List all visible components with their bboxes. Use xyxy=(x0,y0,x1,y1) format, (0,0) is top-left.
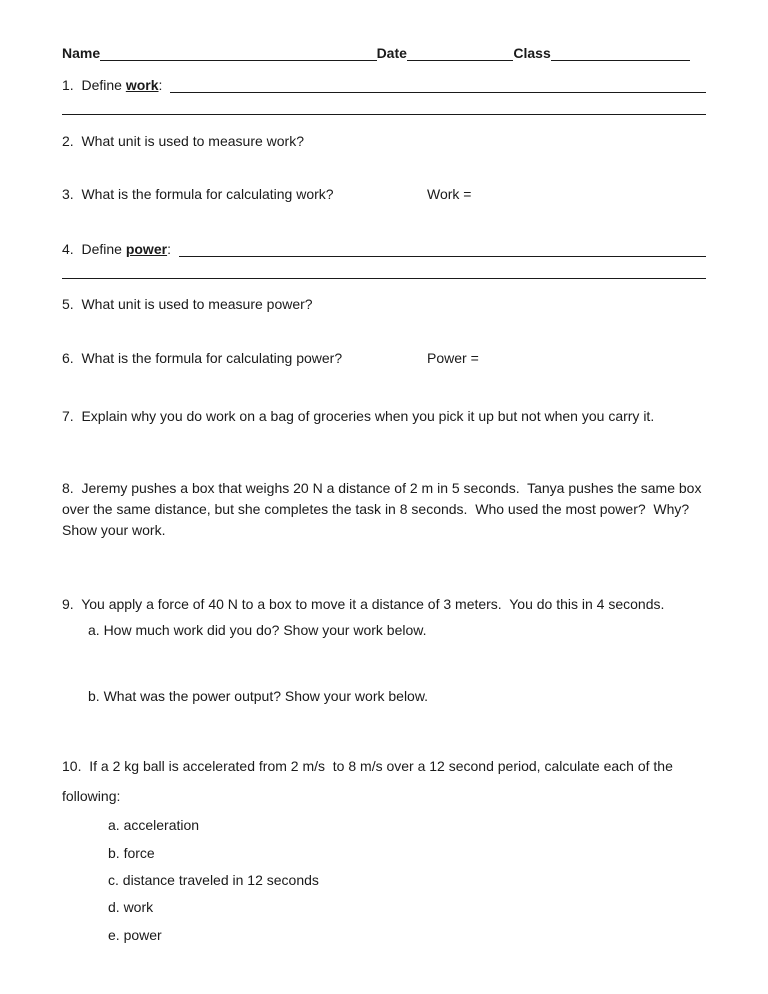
name-label: Name xyxy=(62,45,101,61)
question-9a: a. How much work did you do? Show your work below. xyxy=(88,622,427,638)
name-blank xyxy=(100,44,376,61)
question-5: 5. What unit is used to measure power? xyxy=(62,296,313,312)
q4-answer-line-2 xyxy=(62,278,706,279)
q6-formula-label: Power = xyxy=(427,350,479,366)
question-10-line2: following: xyxy=(62,788,121,804)
class-blank xyxy=(551,44,690,61)
q1-answer-blank xyxy=(170,76,706,93)
question-10-line1: 10. If a 2 kg ball is accelerated from 2 m/s to 8 m/s over a 12 second period, calculate each of the xyxy=(62,758,673,774)
q10-item-c: c. distance traveled in 12 seconds xyxy=(108,872,319,888)
question-8: 8. Jeremy pushes a box that weighs 20 N a distance of 2 m in 5 seconds. Tanya pushes the same box over the same distance, but she completes the task in 8 seconds. Who used the most power? Why? Show your work. xyxy=(62,480,706,538)
q3-text: 3. What is the formula for calculating work? xyxy=(62,186,334,202)
q4-term: power xyxy=(125,241,168,257)
q4-answer-blank xyxy=(179,240,706,257)
q4-text: 4. Define xyxy=(62,241,126,257)
class-label: Class xyxy=(513,45,551,61)
q10-item-b: b. force xyxy=(108,845,155,861)
question-9b: b. What was the power output? Show your work below. xyxy=(88,688,429,704)
q1-term: work xyxy=(125,77,159,93)
date-blank xyxy=(407,44,513,61)
q4-colon: : xyxy=(167,241,179,257)
q3-formula-label: Work = xyxy=(427,186,472,202)
header-row xyxy=(62,44,690,61)
date-label: Date xyxy=(376,45,407,61)
question-1 xyxy=(62,76,706,93)
question-3 xyxy=(62,186,706,202)
q10-item-a: a. acceleration xyxy=(108,817,200,833)
question-9: 9. You apply a force of 40 N to a box to move it a distance of 3 meters. You do this in 4 seconds. xyxy=(62,596,665,612)
q10-item-d: d. work xyxy=(108,899,154,915)
question-4 xyxy=(62,240,706,257)
q1-answer-line-2 xyxy=(62,114,706,115)
q10-item-e: e. power xyxy=(108,927,162,943)
question-6 xyxy=(62,350,706,366)
q1-colon: : xyxy=(158,77,171,93)
q1-text: 1. Define xyxy=(62,77,126,93)
q6-text: 6. What is the formula for calculating power? xyxy=(62,350,343,366)
question-7: 7. Explain why you do work on a bag of groceries when you pick it up but not when you carry it. xyxy=(62,408,655,424)
question-2: 2. What unit is used to measure work? xyxy=(62,133,304,149)
